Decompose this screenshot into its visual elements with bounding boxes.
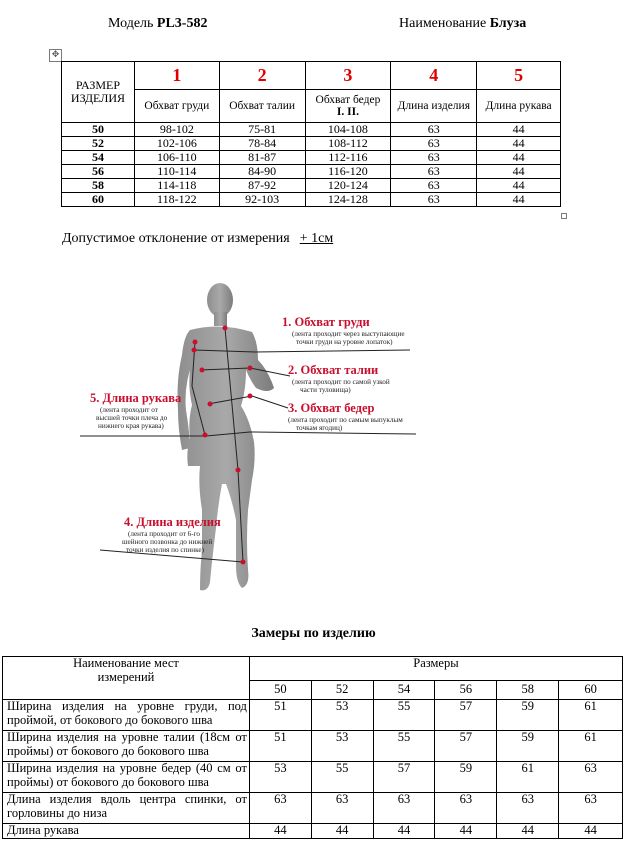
measurement-value: 53 xyxy=(311,731,373,762)
measurement-value: 63 xyxy=(497,793,559,824)
value-cell: 98-102 xyxy=(134,123,219,137)
label-chest xyxy=(282,315,405,346)
label-title: 1. Обхват груди xyxy=(282,315,370,329)
label-sub: шейного позвонка до нижней xyxy=(122,538,213,546)
measurement-value: 61 xyxy=(559,700,623,731)
size-cell: 60 xyxy=(62,193,135,207)
value-cell: 44 xyxy=(477,165,561,179)
label-sleeve xyxy=(90,391,182,430)
tolerance-text: Допустимое отклонение от измерения xyxy=(62,231,290,246)
label-title: 4. Длина изделия xyxy=(124,515,221,529)
measurement-place: Длина рукава xyxy=(3,824,250,839)
measurement-value: 55 xyxy=(373,700,435,731)
measurement-value: 63 xyxy=(559,762,623,793)
model-value: PL3-582 xyxy=(156,16,208,31)
value-cell: 84-90 xyxy=(219,165,305,179)
measurement-value: 63 xyxy=(559,793,623,824)
column-name xyxy=(477,90,561,123)
label-sub: точки груди на уровне лопаток) xyxy=(296,338,393,346)
product-name-label: Наименование xyxy=(399,16,487,31)
size-column-header: 60 xyxy=(559,680,623,699)
value-cell: 63 xyxy=(391,193,477,207)
measurement-value: 59 xyxy=(497,731,559,762)
measurement-value: 53 xyxy=(311,700,373,731)
sizes-header: Размеры xyxy=(249,657,622,681)
measurement-row xyxy=(3,762,623,793)
column-name xyxy=(219,90,305,123)
label-sub: нижнего края рукава) xyxy=(98,422,164,430)
measurement-value: 57 xyxy=(435,700,497,731)
measurement-value: 44 xyxy=(435,824,497,839)
value-cell: 92-103 xyxy=(219,193,305,207)
value-cell: 112-116 xyxy=(305,151,391,165)
measurement-value: 55 xyxy=(311,762,373,793)
label-sub: части туловища) xyxy=(300,386,351,394)
table-resize-handle[interactable] xyxy=(561,213,567,219)
size-cell: 58 xyxy=(62,179,135,193)
label-sub: (лента проходит по самым выпуклым xyxy=(288,416,403,424)
column-number: 3 xyxy=(305,62,391,90)
size-row xyxy=(62,179,561,193)
measurement-value: 63 xyxy=(311,793,373,824)
measurement-value: 44 xyxy=(311,824,373,839)
value-cell: 63 xyxy=(391,179,477,193)
column-name-text: Длина изделия xyxy=(397,99,470,112)
measurements-title: Замеры по изделию xyxy=(251,626,376,641)
value-cell: 110-114 xyxy=(134,165,219,179)
measurement-value: 59 xyxy=(497,700,559,731)
model-line xyxy=(108,16,207,32)
value-cell: 116-120 xyxy=(305,165,391,179)
measurement-value: 44 xyxy=(249,824,311,839)
size-column-header: 52 xyxy=(311,680,373,699)
value-cell: 102-106 xyxy=(134,137,219,151)
measurement-place: Длина изделия вдоль центра спинки, от горловины до низа xyxy=(3,793,250,824)
label-title: 5. Длина рукава xyxy=(90,391,182,405)
size-column-header: 56 xyxy=(435,680,497,699)
measurement-place: Ширина изделия на уровне талии (18см от проймы) от бокового до бокового шва xyxy=(3,731,250,762)
column-name-text: Обхват талии xyxy=(229,99,296,112)
product-name-value: Блуза xyxy=(489,16,527,31)
column-name xyxy=(305,90,391,123)
tolerance-value: + 1см xyxy=(299,231,334,246)
column-name-suffix: I. II. xyxy=(336,106,359,118)
value-cell: 63 xyxy=(391,151,477,165)
measurement-value: 57 xyxy=(373,762,435,793)
measurement-value: 61 xyxy=(497,762,559,793)
place-header-text: Наименование мест измерений xyxy=(73,656,179,684)
label-sub: (лента проходит по самой узкой xyxy=(292,378,390,386)
size-cell: 52 xyxy=(62,137,135,151)
product-name-line xyxy=(399,16,526,32)
column-name xyxy=(391,90,477,123)
measurement-figure xyxy=(60,270,520,605)
size-column-header: 54 xyxy=(373,680,435,699)
value-cell: 63 xyxy=(391,137,477,151)
tolerance-note xyxy=(62,231,333,247)
size-column-header: 50 xyxy=(249,680,311,699)
value-cell: 78-84 xyxy=(219,137,305,151)
size-cell: 54 xyxy=(62,151,135,165)
measurement-row xyxy=(3,793,623,824)
value-cell: 44 xyxy=(477,151,561,165)
label-title: 3. Обхват бедер xyxy=(288,401,375,415)
size-table xyxy=(61,61,561,207)
column-name xyxy=(134,90,219,123)
value-cell: 120-124 xyxy=(305,179,391,193)
measurement-value: 63 xyxy=(249,793,311,824)
column-number: 4 xyxy=(391,62,477,90)
measurement-row xyxy=(3,824,623,839)
measurement-value: 57 xyxy=(435,731,497,762)
label-sub: (лента проходит от xyxy=(100,406,158,414)
measurement-value: 44 xyxy=(373,824,435,839)
value-cell: 63 xyxy=(391,165,477,179)
value-cell: 44 xyxy=(477,193,561,207)
measurement-value: 63 xyxy=(373,793,435,824)
size-row xyxy=(62,193,561,207)
move-cross-icon[interactable]: ✥ xyxy=(49,49,62,62)
column-name-text: Длина рукава xyxy=(485,99,552,112)
value-cell: 104-108 xyxy=(305,123,391,137)
measurement-value: 61 xyxy=(559,731,623,762)
value-cell: 106-110 xyxy=(134,151,219,165)
measurement-value: 63 xyxy=(435,793,497,824)
value-cell: 75-81 xyxy=(219,123,305,137)
value-cell: 63 xyxy=(391,123,477,137)
size-row xyxy=(62,137,561,151)
value-cell: 87-92 xyxy=(219,179,305,193)
measurement-row xyxy=(3,731,623,762)
size-row xyxy=(62,123,561,137)
label-hips xyxy=(288,401,403,432)
value-cell: 44 xyxy=(477,123,561,137)
label-sub: (лента проходит от 6-го xyxy=(128,530,201,538)
value-cell: 114-118 xyxy=(134,179,219,193)
size-row xyxy=(62,165,561,179)
column-name-text: Обхват груди xyxy=(144,99,210,112)
label-sub: точки изделия по спинке) xyxy=(126,546,205,554)
model-label: Модель xyxy=(108,16,154,31)
size-cell: 56 xyxy=(62,165,135,179)
measurement-value: 59 xyxy=(435,762,497,793)
column-number: 1 xyxy=(134,62,219,90)
label-title: 2. Обхват талии xyxy=(288,363,379,377)
column-name-text: Обхват бедер xyxy=(315,93,381,106)
measurements-table xyxy=(2,656,623,839)
column-number: 2 xyxy=(219,62,305,90)
measurement-place: Ширина изделия на уровне бедер (40 см от проймы) от бокового до бокового шва xyxy=(3,762,250,793)
measurement-value: 55 xyxy=(373,731,435,762)
size-cell: 50 xyxy=(62,123,135,137)
label-sub: точкам ягодиц) xyxy=(296,424,343,432)
size-column-header: 58 xyxy=(497,680,559,699)
measurement-row xyxy=(3,700,623,731)
value-cell: 108-112 xyxy=(305,137,391,151)
value-cell: 124-128 xyxy=(305,193,391,207)
value-cell: 44 xyxy=(477,137,561,151)
place-header xyxy=(3,657,250,700)
measurement-value: 51 xyxy=(249,700,311,731)
value-cell: 81-87 xyxy=(219,151,305,165)
label-sub: высшей точки плеча до xyxy=(96,414,168,422)
value-cell: 118-122 xyxy=(134,193,219,207)
measurement-value: 44 xyxy=(497,824,559,839)
label-waist xyxy=(288,363,390,394)
measurement-value: 53 xyxy=(249,762,311,793)
value-cell: 44 xyxy=(477,179,561,193)
size-header: РАЗМЕР ИЗДЕЛИЯ xyxy=(62,62,135,123)
column-number: 5 xyxy=(477,62,561,90)
measurement-place: Ширина изделия на уровне груди, под проймой, от бокового до бокового шва xyxy=(3,700,250,731)
size-row xyxy=(62,151,561,165)
measurement-value: 51 xyxy=(249,731,311,762)
label-sub: (лента проходит через выступающие xyxy=(292,330,405,338)
measurement-value: 44 xyxy=(559,824,623,839)
